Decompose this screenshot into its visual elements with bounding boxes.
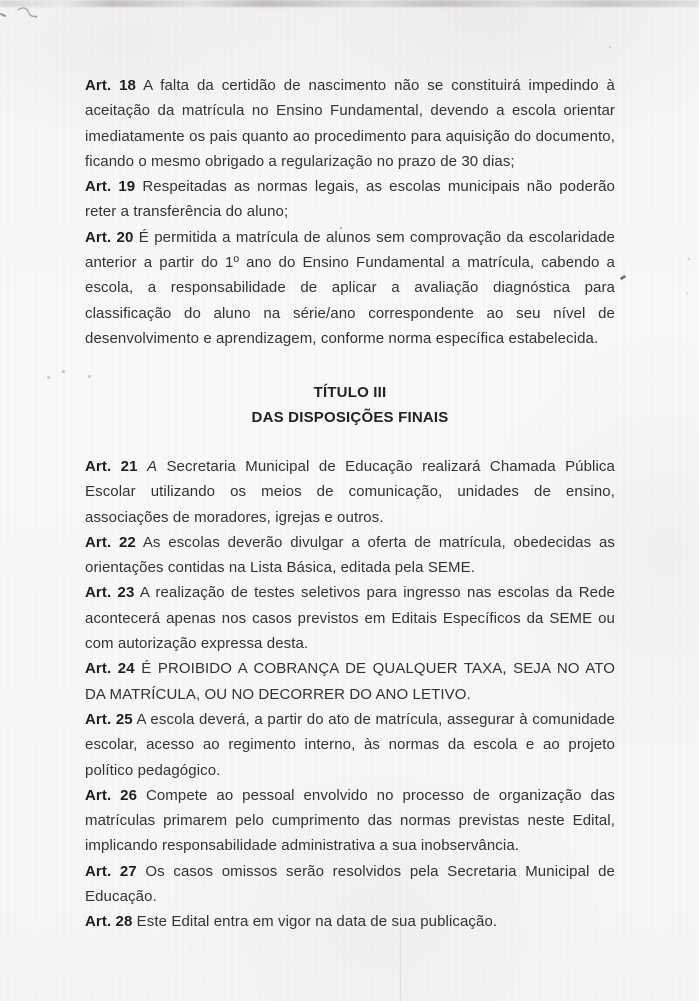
article-label: Art. 26 xyxy=(85,786,138,804)
article-text: É PROIBIDO A COBRANÇA DE QUALQUER TAXA, SEJA NO ATO DA MATRÍCULA, OU NO DECORRER DO ANO LETIVO. xyxy=(85,660,615,703)
article-25-paragraph xyxy=(85,707,615,783)
article-block-2 xyxy=(85,454,615,935)
section-heading xyxy=(85,380,615,430)
article-label: Art. 21 xyxy=(85,458,138,475)
article-27-paragraph xyxy=(85,859,615,910)
section-subtitle: DAS DISPOSIÇÕES FINAIS xyxy=(251,409,449,426)
article-19-paragraph xyxy=(85,174,615,225)
scan-speck xyxy=(686,292,688,294)
article-label: Art. 25 xyxy=(85,710,133,728)
article-22-paragraph xyxy=(85,530,615,581)
scan-speck xyxy=(688,258,690,260)
article-label: Art. 23 xyxy=(85,584,135,602)
article-text: Compete ao pessoal envolvido no processo de organização das matrículas primarem pelo cumprimento das normas previstas neste Edital, implicando responsabilidade administrativa a sua inobservância. xyxy=(85,786,615,855)
article-text: Respeitadas as normas legais, as escolas municipais não poderão reter a transferência do aluno; xyxy=(85,178,615,221)
article-text: A realização de testes seletivos para ingresso nas escolas da Rede acontecerá apenas nos casos previstos em Editais Específicos da SEME ou com autorização expressa desta. xyxy=(85,584,615,653)
article-23-paragraph xyxy=(85,580,615,656)
scan-speck xyxy=(609,46,611,48)
article-text: É permitida a matrícula de alunos sem comprovação da escolaridade anterior a partir do 1º ano do Ensino Fundamental a matrícula, cabendo a escola, a responsabilidade de aplicar a avaliação diagnóstica para classificação do aluno na série/ano correspondente ao seu nível de desenvolvimento e aprendizagem, conforme norma específica estabelecida. xyxy=(85,228,615,347)
article-label: Art. 20 xyxy=(85,228,134,246)
scan-edge-mark xyxy=(0,13,6,17)
article-24-paragraph xyxy=(85,656,615,707)
scan-smudge-top xyxy=(0,0,699,7)
scan-speck xyxy=(620,275,627,281)
scan-speck xyxy=(47,376,50,379)
article-text: Este Edital entra em vigor na data de sua publicação. xyxy=(136,913,498,931)
scan-speck xyxy=(62,370,65,373)
article-label: Art. 22 xyxy=(85,533,136,551)
article-21-paragraph xyxy=(85,454,615,530)
article-18-paragraph xyxy=(85,73,615,174)
article-26-paragraph xyxy=(85,783,615,859)
article-label: Art. 18 xyxy=(85,77,136,94)
article-label: Art. 19 xyxy=(85,178,136,196)
article-text: Os casos omissos serão resolvidos pela Secretaria Municipal de Educação. xyxy=(85,862,615,906)
scan-speck xyxy=(88,375,91,378)
article-28-paragraph xyxy=(85,909,615,934)
article-text: Secretaria Municipal de Educação realizará Chamada Pública Escolar utilizando os meios de comunicação, unidades de ensino, associações de moradores, igrejas e outros. xyxy=(85,458,615,526)
article-italic-lead: A xyxy=(146,458,158,475)
article-label: Art. 27 xyxy=(85,862,137,880)
article-block-1 xyxy=(85,73,615,351)
article-text: A escola deverá, a partir do ato de matrícula, assegurar à comunidade escolar, acesso ao regimento interno, às normas da escola e ao projeto político pedagógico. xyxy=(85,710,615,779)
article-label: Art. 24 xyxy=(85,660,135,678)
section-title: TÍTULO III xyxy=(313,384,387,401)
article-label: Art. 28 xyxy=(85,913,133,931)
article-text: A falta da certidão de nascimento não se constituirá impedindo à aceitação da matrícula no Ensino Fundamental, devendo a escola orientar imediatamente os pais quanto ao procedimento para aquisição do documento, ficando o mesmo obrigado a regularização no prazo de 30 dias; xyxy=(85,77,615,170)
article-20-paragraph xyxy=(85,225,615,351)
pen-mark-icon xyxy=(14,4,48,24)
article-text: As escolas deverão divulgar a oferta de matrícula, obedecidas as orientações contidas na Lista Básica, editada pela SEME. xyxy=(85,533,615,577)
